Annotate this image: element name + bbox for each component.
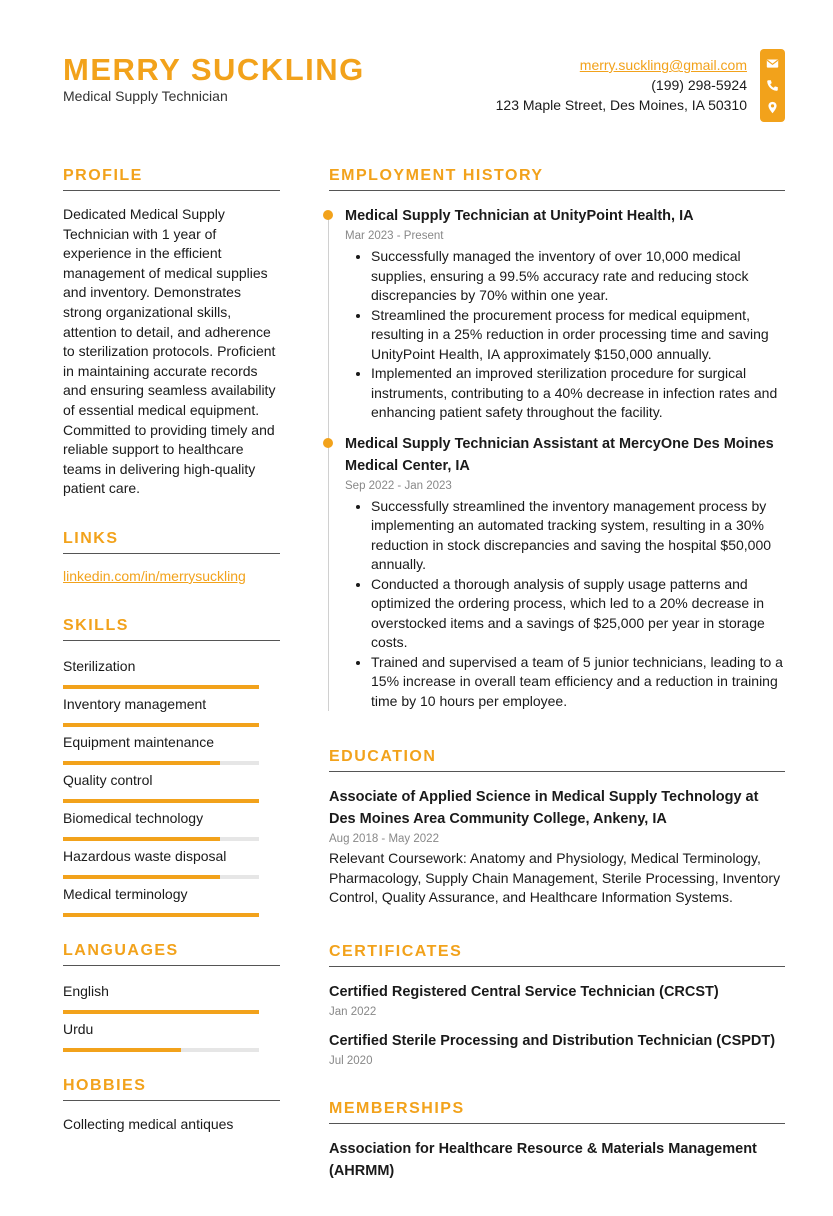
skills-heading: SKILLS (63, 616, 280, 641)
memberships-section (329, 1099, 785, 1182)
skill-level-track (63, 685, 259, 689)
skill-level-fill (63, 799, 259, 803)
contact-info (496, 55, 747, 115)
language-level-fill (63, 1048, 181, 1052)
languages-heading: LANGUAGES (63, 941, 280, 966)
profile-heading: PROFILE (63, 166, 280, 191)
job-bullets (345, 497, 785, 712)
skill-level-track (63, 761, 259, 765)
certificate-title: Certified Sterile Processing and Distribution Technician (CSPDT) (329, 1032, 776, 1049)
timeline-dot (323, 438, 333, 448)
skill-item (63, 845, 280, 883)
skill-name: Equipment maintenance (63, 733, 214, 750)
education-section (329, 747, 785, 908)
skill-item (63, 807, 280, 845)
job-title: Medical Supply Technician (63, 88, 228, 104)
certificate-title: Certified Registered Central Service Technician (CRCST) (329, 983, 719, 1000)
skills-section (63, 616, 280, 921)
degree-title: Associate of Applied Science in Medical Supply Technology at Des Moines Area Community College, Ankeny, IA (329, 789, 759, 827)
skill-level-track (63, 723, 259, 727)
job-date: Sep 2022 - Jan 2023 (345, 479, 452, 492)
hobbies-heading: HOBBIES (63, 1076, 280, 1101)
job-bullet: • Successfully managed the inventory of over 10,000 medical supplies, ensuring a 99.5% accuracy rate and reducing stock discrepancies by 70% within one year. (371, 247, 785, 306)
timeline-dot (323, 210, 333, 220)
certificates-section (329, 942, 785, 1069)
languages-section (63, 941, 280, 1056)
certificate-item (329, 981, 785, 1020)
membership-item: Association for Healthcare Resource & Materials Management (AHRMM) (329, 1140, 757, 1179)
contact-icon-bar (760, 49, 785, 122)
phone-icon (766, 79, 779, 92)
job-title: Medical Supply Technician at UnityPoint Health, IA (345, 208, 694, 224)
skill-level-fill (63, 913, 259, 917)
skill-level-fill (63, 761, 220, 765)
skill-name: Biomedical technology (63, 809, 204, 826)
linkedin-link[interactable]: linkedin.com/in/merrysuckling (63, 567, 246, 584)
language-name: English (63, 982, 109, 999)
skill-level-fill (63, 837, 220, 841)
skill-name: Quality control (63, 771, 153, 788)
certificates-heading: CERTIFICATES (329, 942, 785, 967)
certificate-date: Jul 2020 (329, 1054, 373, 1067)
profile-section (63, 166, 280, 499)
links-section (63, 529, 280, 586)
skill-level-fill (63, 723, 259, 727)
employment-heading: EMPLOYMENT HISTORY (329, 166, 785, 191)
languages-list (63, 980, 280, 1056)
hobby-item: Collecting medical antiques (63, 1115, 234, 1132)
job-title: Medical Supply Technician Assistant at MercyOne Des Moines Medical Center, IA (345, 435, 774, 474)
skill-level-fill (63, 685, 259, 689)
language-level-track (63, 1010, 259, 1014)
job-date: Mar 2023 - Present (345, 230, 444, 242)
left-column (63, 166, 280, 1164)
skill-name: Hazardous waste disposal (63, 847, 227, 864)
skill-item (63, 883, 280, 921)
skill-name: Inventory management (63, 695, 207, 712)
skill-level-track (63, 913, 259, 917)
skill-level-fill (63, 875, 220, 879)
job-bullet: • Trained and supervised a team of 5 junior technicians, leading to a 15% increase in overall team efficiency and a reduction in training time by 10 hours per employee. (371, 653, 785, 712)
job-entry (329, 433, 785, 712)
skill-name: Sterilization (63, 657, 136, 674)
degree-description: Relevant Coursework: Anatomy and Physiology, Medical Terminology, Pharmacology, Supply Chain Management, Sterile Processing, Inventory Control, Quality Assurance, and Healthcare Information Systems. (329, 850, 781, 905)
language-name: Urdu (63, 1020, 94, 1037)
job-bullet: • Conducted a thorough analysis of supply usage patterns and optimized the ordering process, which led to a 20% decrease in overstocked items and a savings of $25,000 per year in storage costs. (371, 575, 785, 653)
hobbies-section (63, 1076, 280, 1134)
candidate-name: MERRY SUCKLING (63, 52, 365, 87)
language-item (63, 980, 280, 1018)
language-item (63, 1018, 280, 1056)
skill-item (63, 731, 280, 769)
language-level-track (63, 1048, 259, 1052)
links-heading: LINKS (63, 529, 280, 554)
skill-item (63, 693, 280, 731)
employment-timeline (329, 205, 785, 711)
job-entry (329, 205, 785, 423)
certificate-date: Jan 2022 (329, 1005, 377, 1018)
skills-list (63, 655, 280, 921)
skill-item (63, 769, 280, 807)
job-bullet: • Streamlined the procurement process for medical equipment, resulting in a 25% reduction in order processing time and saving UnityPoint Health, IA approximately $150,000 annually. (371, 306, 785, 365)
skill-name: Medical terminology (63, 885, 188, 902)
phone-number: (199) 298-5924 (651, 77, 747, 93)
degree-date: Aug 2018 - May 2022 (329, 833, 439, 845)
memberships-heading: MEMBERSHIPS (329, 1099, 785, 1124)
job-bullet: • Successfully streamlined the inventory management process by implementing an automated tracking system, resulting in a 30% reduction in stock discrepancies and saving the hospital $50,000 annually. (371, 497, 785, 575)
address: 123 Maple Street, Des Moines, IA 50310 (495, 97, 747, 113)
job-bullets (345, 247, 785, 423)
skill-item (63, 655, 280, 693)
profile-text: Dedicated Medical Supply Technician with 1 year of experience in the efficient management of medical supplies and inventory. Demonstrates strong organizational skills, attention to detail, and adherence to sterilization protocols. Proficient in maintaining accurate records and ensuring seamless availability of essential medical equipment. Committed to providing timely and reliable support to healthcare teams in delivering high-quality patient care. (63, 206, 276, 497)
map-pin-icon (766, 101, 779, 114)
certificate-item (329, 1030, 785, 1069)
education-heading: EDUCATION (329, 747, 785, 772)
envelope-icon (766, 57, 779, 70)
skill-level-track (63, 875, 259, 879)
job-bullet: • Implemented an improved sterilization procedure for surgical instruments, contributing to a 40% decrease in infection rates and enhancing patient safety throughout the facility. (371, 364, 785, 423)
language-level-fill (63, 1010, 259, 1014)
skill-level-track (63, 837, 259, 841)
email-link[interactable]: merry.suckling@gmail.com (579, 57, 747, 73)
right-column (329, 166, 785, 1216)
skill-level-track (63, 799, 259, 803)
